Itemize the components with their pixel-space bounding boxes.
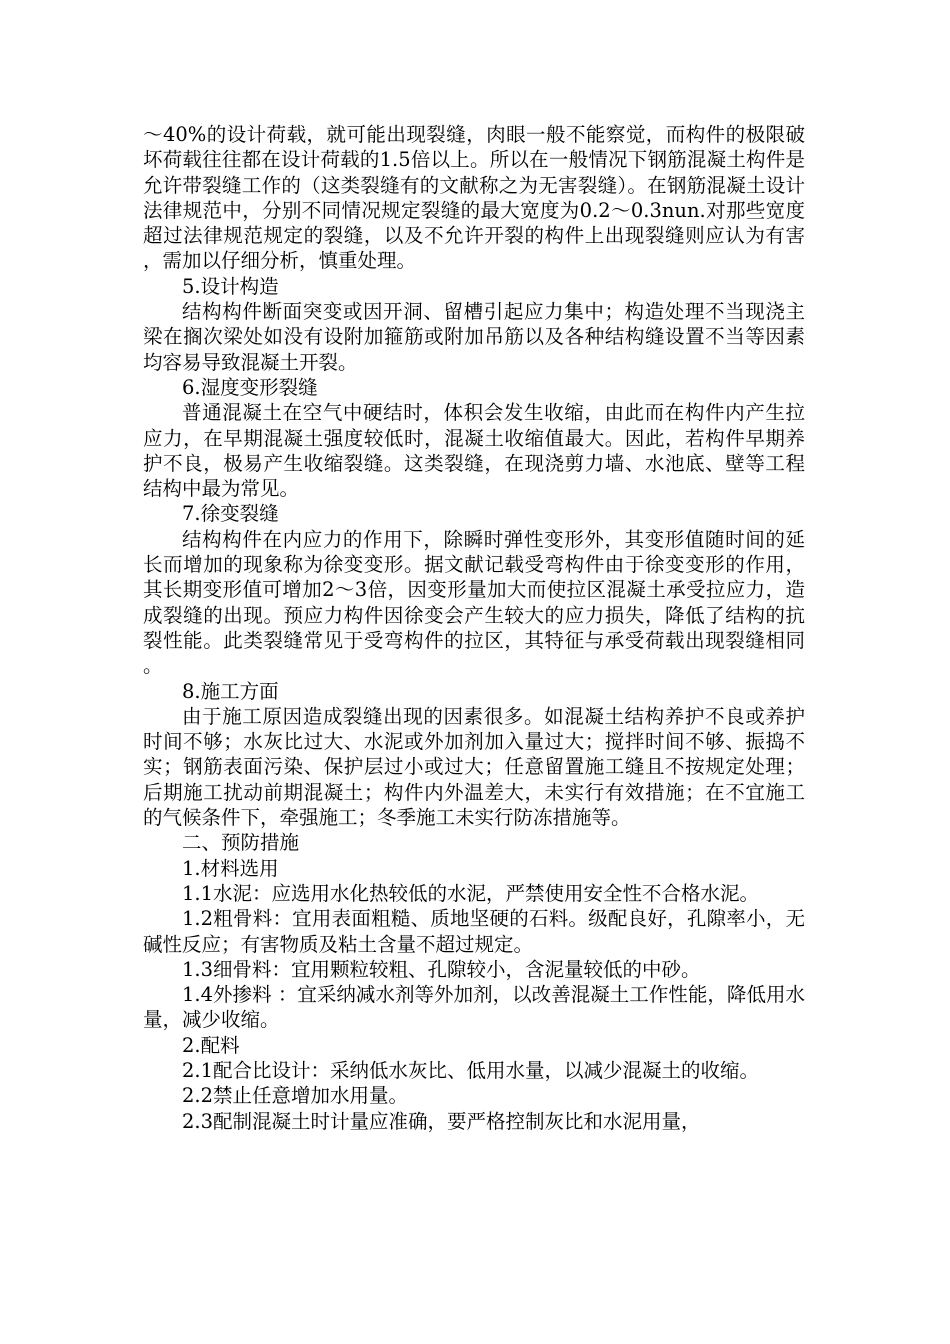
paragraph-design-construction: 结构构件断面突变或因开洞、留槽引起应力集中；构造处理不当现浇主梁在搁次梁处如没有设附加箍筋或附加吊筋以及各种结构缝设置不当等因素均容易导致混凝土开裂。: [143, 300, 805, 374]
paragraph-creep-cracks: 结构构件在内应力的作用下，除瞬时弹性变形外，其变形值随时间的延长而增加的现象称为徐变变形。据文献记载受弯构件由于徐变变形的作用，其长期变形值可增加2～3倍，因变形量加大而使拉区混凝土承受拉应力，造成裂缝的出现。预应力构件因徐变会产生较大的应力损失，降低了结构的抗裂性能。此类裂缝常见于受弯构件的拉区，其特征与承受荷载出现裂缝相同。: [143, 527, 805, 678]
heading-creep-cracks: 7.徐变裂缝: [182, 502, 279, 526]
heading-material-selection: 1.材料选用: [182, 856, 279, 880]
document-page: [143, 122, 805, 1134]
paragraph-cement: 1.1水泥：应选用水化热较低的水泥，严禁使用安全性不合格水泥。: [182, 881, 760, 905]
heading-design-construction: 5.设计构造: [182, 274, 279, 298]
paragraph-fine-aggregate: 1.3细骨料：宜用颗粒较粗、孔隙较小，含泥量较低的中砂。: [182, 957, 701, 981]
heading-humidity-cracks: 6.湿度变形裂缝: [182, 375, 318, 399]
paragraph-humidity-cracks: 普通混凝土在空气中硬结时，体积会发生收缩，由此而在构件内产生拉应力，在早期混凝土强度较低时，混凝土收缩值最大。因此，若构件早期养护不良，极易产生收缩裂缝。这类裂缝，在现浇剪力墙、水池底、壁等工程结构中最为常见。: [143, 401, 805, 501]
heading-batching: 2.配料: [182, 1033, 240, 1057]
paragraph-water-limit: 2.2禁止任意增加水用量。: [182, 1084, 409, 1108]
paragraph-mix-design: 2.1配合比设计：采纳低水灰比、低用水量，以减少混凝土的收缩。: [182, 1058, 760, 1082]
paragraph-metering: 2.3配制混凝土时计量应准确，要严格控制灰比和水泥用量，: [182, 1109, 701, 1133]
heading-prevention: 二、预防措施: [182, 831, 300, 855]
paragraph-coarse-aggregate: 1.2粗骨料：宜用表面粗糙、质地坚硬的石料。级配良好，孔隙率小，无碱性反应；有害物质及粘土含量不超过规定。: [143, 907, 805, 956]
heading-construction: 8.施工方面: [182, 679, 279, 703]
paragraph-load-cracks: ～40%的设计荷载，就可能出现裂缝，肉眼一般不能察觉，而构件的极限破坏荷载往往都在设计荷载的1.5倍以上。所以在一般情况下钢筋混凝土构件是允许带裂缝工作的（这类裂缝有的文献称之为无害裂缝）。在钢筋混凝土设计法律规范中，分别不同情况规定裂缝的最大宽度为0.2～0.3nun.对那些宽度超过法律规范规定的裂缝，以及不允许开裂的构件上出现裂缝则应认为有害，需加以仔细分析，慎重处理。: [143, 123, 805, 273]
paragraph-construction: 由于施工原因造成裂缝出现的因素很多。如混凝土结构养护不良或养护时间不够；水灰比过大、水泥或外加剂加入量过大；搅拌时间不够、振捣不实；钢筋表面污染、保护层过小或过大；任意留置施工缝且不按规定处理；后期施工扰动前期混凝土；构件内外温差大，未实行有效措施；在不宜施工的气候条件下，牵强施工；冬季施工未实行防冻措施等。: [143, 704, 805, 830]
paragraph-admixture: 1.4外掺料 ：宜采纳减水剂等外加剂，以改善混凝土工作性能，降低用水量，减少收缩。: [143, 983, 805, 1032]
